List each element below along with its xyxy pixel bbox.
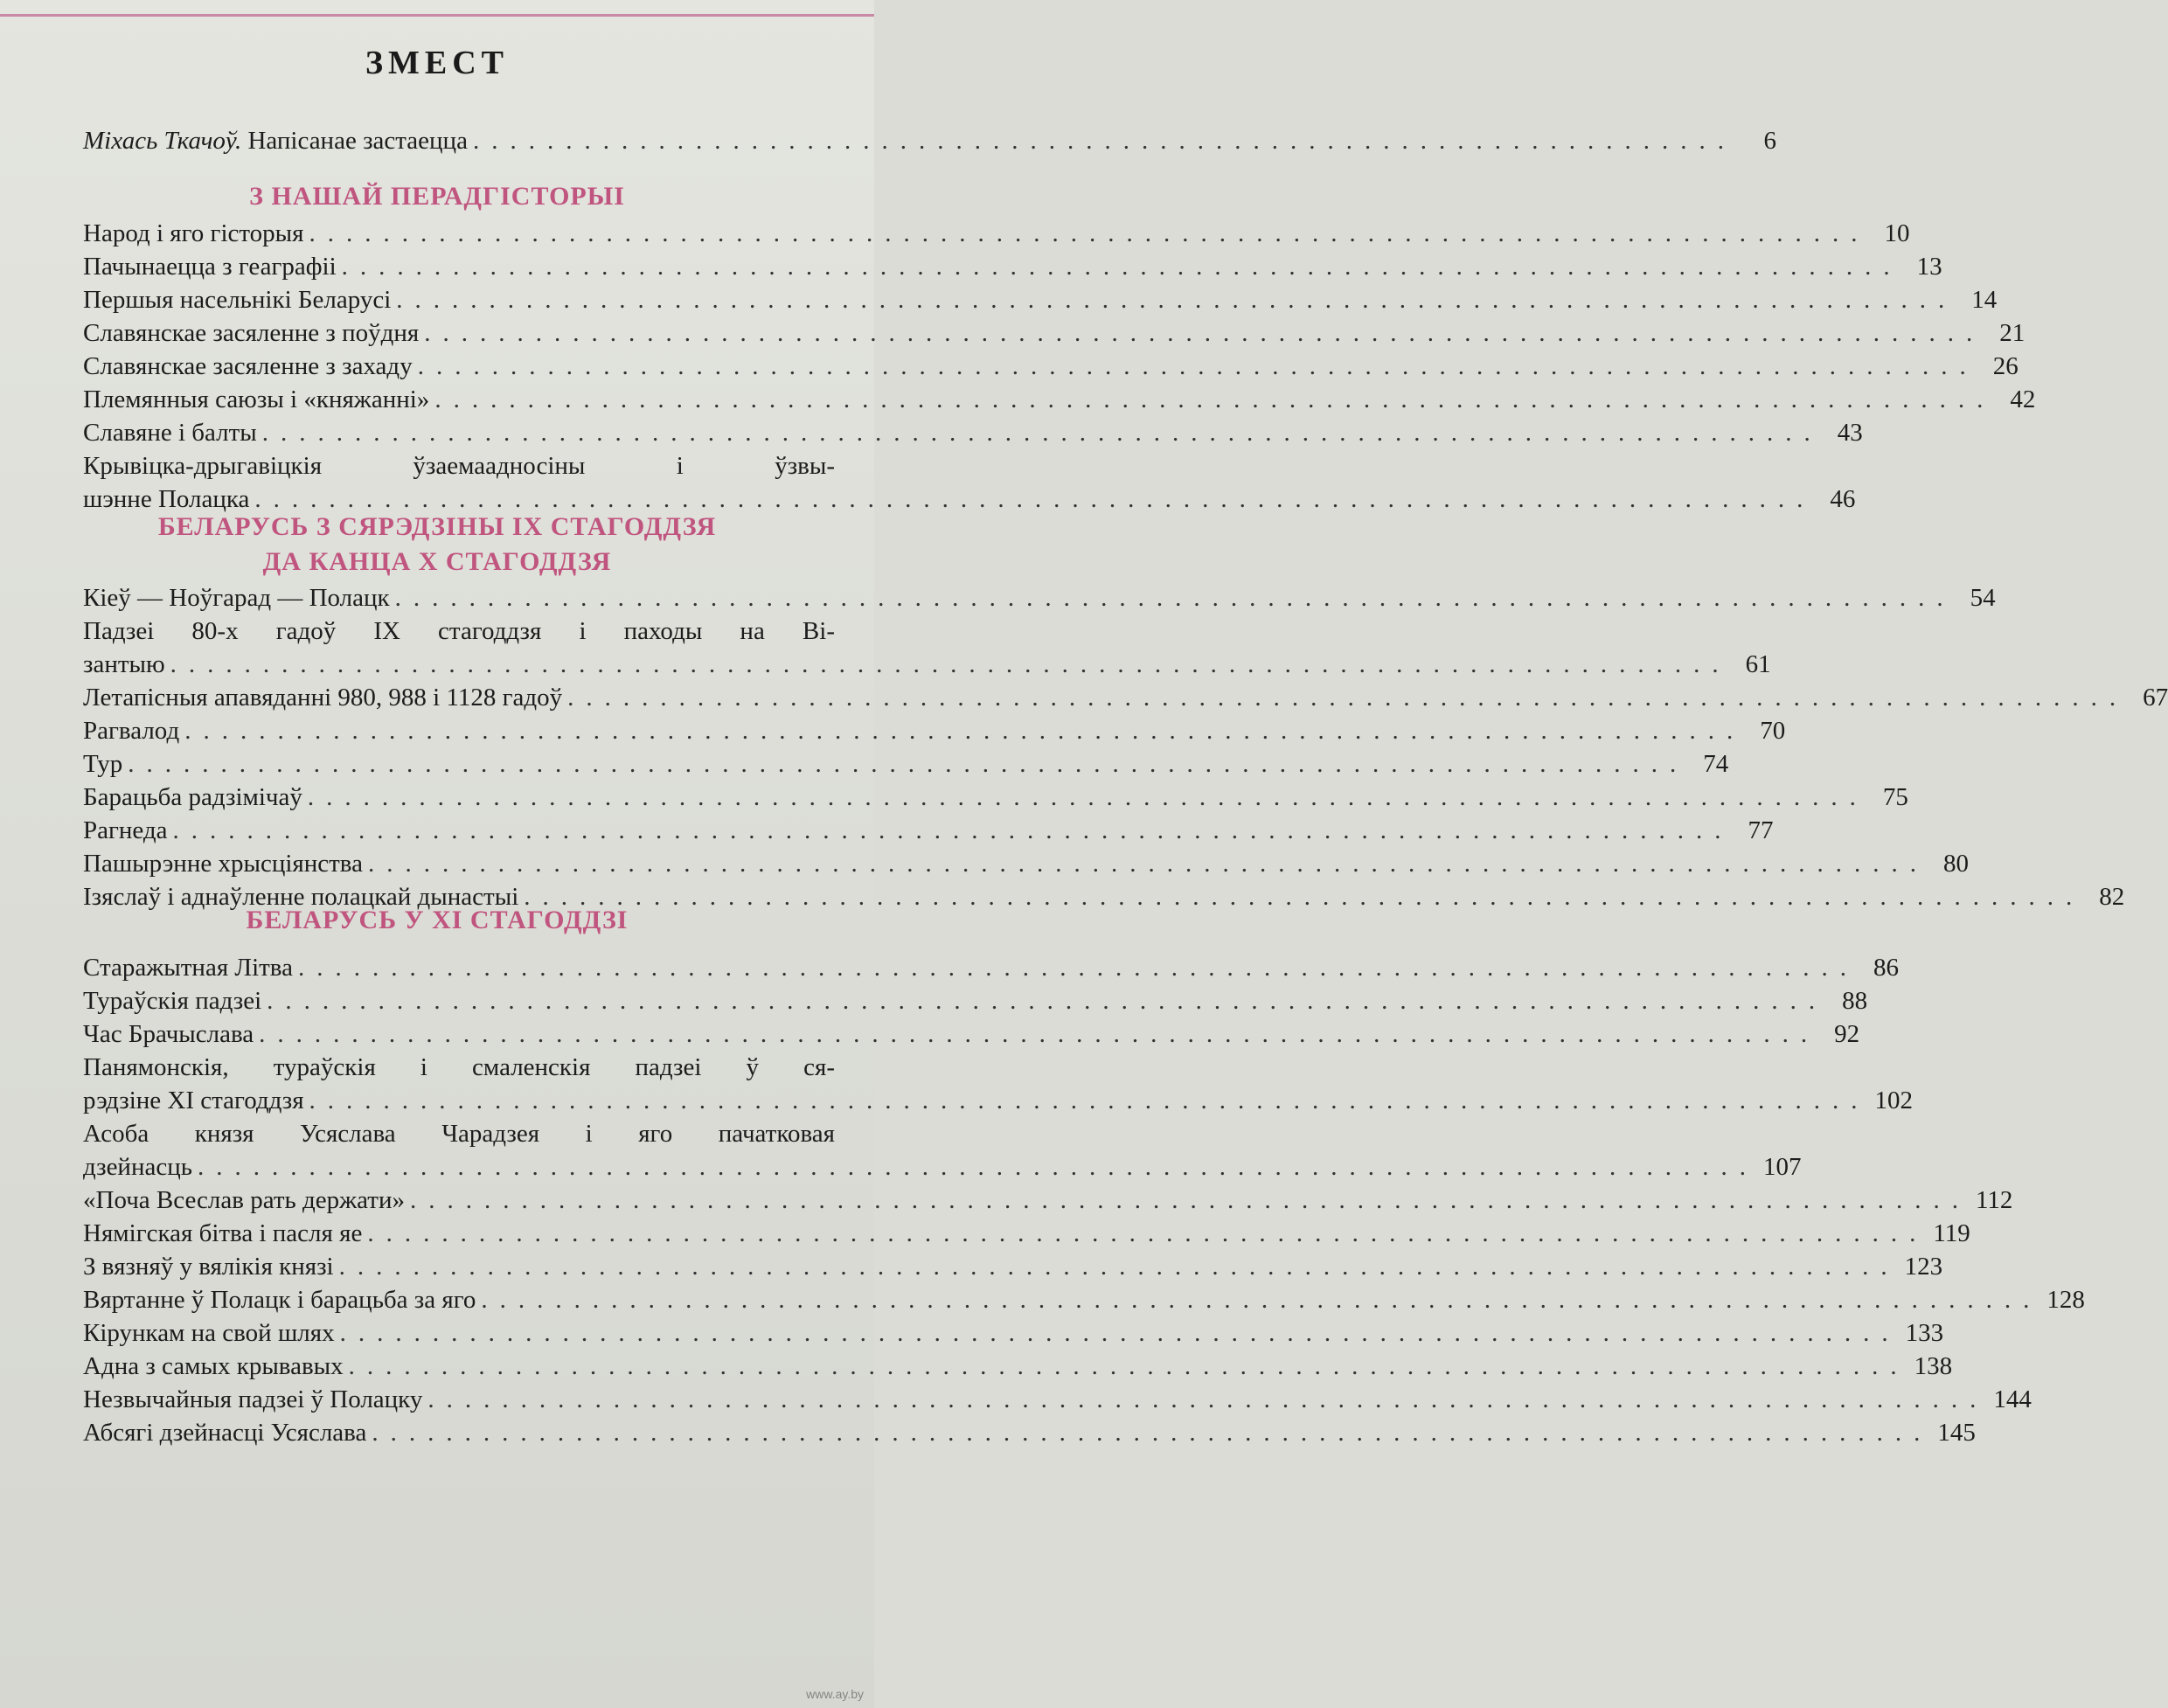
page-number: 112 (1975, 1186, 2013, 1214)
page-number: 144 (1993, 1385, 2032, 1413)
entry-title: Народ і яго гісторыя (83, 219, 304, 247)
toc-entry (83, 781, 1908, 814)
toc-entry (83, 250, 1942, 283)
entry-title: дзейнасць (83, 1153, 192, 1181)
page-number: 43 (1837, 419, 1863, 447)
entry-title: шэнне Полацка (83, 485, 250, 513)
toc-entry (83, 984, 1868, 1017)
entry-title: Першыя насельнікі Беларусі (83, 286, 392, 314)
toc-entry (83, 383, 2036, 416)
entry-title: Славяне і балты (83, 419, 257, 447)
toc-entry (83, 1250, 1943, 1283)
entry-title: Славянскае засяленне з захаду (83, 352, 413, 380)
entry-title: Племянныя саюзы і «княжанні» (83, 385, 430, 413)
page-number: 145 (1937, 1419, 1976, 1447)
page-number: 88 (1842, 987, 1868, 1015)
entry-title: Час Брачыслава (83, 1020, 254, 1048)
page-number: 70 (1760, 717, 1786, 745)
page-number: 54 (1970, 584, 1996, 612)
toc-entry (83, 1017, 1860, 1051)
leader-dots: .................................................................................... (261, 419, 1823, 447)
toc-entry (83, 1316, 1944, 1350)
leader-dots: .................................................................................... (567, 684, 2129, 712)
leader-dots: .................................................................................... (409, 1186, 1970, 1214)
section-heading-line: ДА КАНЦА X СТАГОДДЗЯ (262, 547, 612, 576)
leader-dots: .................................................................................... (367, 1219, 1928, 1247)
entry-title: Пачынаецца з геаграфіі (83, 253, 337, 281)
leader-dots: .................................................................................... (372, 1419, 1933, 1447)
entry-title: Напісанае застаецца (247, 127, 468, 155)
entry-title-line1: Падзеі 80-х гадоў IX стагоддзя і паходы на Ві- (83, 617, 835, 645)
leader-dots: .................................................................................... (394, 584, 1956, 612)
entry-title: Рагнеда (83, 816, 168, 844)
entry-title: Летапісныя апавяданні 980, 988 і 1128 гадоў (83, 684, 563, 712)
toc-entry (83, 416, 1863, 449)
leader-dots: .................................................................................... (128, 750, 1689, 778)
toc-entry (83, 1184, 2013, 1217)
page-number: 10 (1884, 219, 1910, 247)
page-number: 107 (1762, 1153, 1802, 1181)
leader-dots: .................................................................................... (184, 717, 1746, 745)
entry-title-line1: Крывіцка-дрыгавіцкія ўзаемаадносіны і ўзвы- (83, 452, 835, 480)
leader-dots: .................................................................................... (298, 954, 1859, 982)
leader-dots: .................................................................................... (197, 1153, 1758, 1181)
section-heading (0, 179, 874, 214)
entry-title-line1: Асоба князя Усяслава Чарадзея і яго пачатковая (83, 1120, 835, 1148)
toc-entry (83, 1383, 2032, 1416)
page-number: 77 (1748, 816, 1774, 844)
toc-entry (83, 1416, 1976, 1449)
section-heading (0, 903, 874, 938)
entry-title: Тураўскія падзеі (83, 987, 262, 1015)
page-number: 119 (1933, 1219, 1970, 1247)
leader-dots: .................................................................................... (259, 1020, 1820, 1048)
page-number: 61 (1745, 650, 1771, 678)
entry-title: З вязняў у вялікія князі (83, 1253, 334, 1281)
page-number: 13 (1916, 253, 1942, 281)
page-number: 6 (1763, 127, 1776, 155)
section-heading-line: БЕЛАРУСЬ З СЯРЭДЗІНЫ IX СТАГОДДЗЯ (157, 512, 717, 541)
page-number: 67 (2143, 684, 2168, 712)
entry-title: «Поча Всеслав рать держати» (83, 1186, 405, 1214)
toc-entry (83, 1350, 1953, 1383)
section-heading (0, 510, 874, 580)
toc-entry (83, 316, 2026, 350)
toc-entry (83, 1051, 1914, 1117)
toc-entry (83, 1217, 1970, 1250)
leader-dots: .................................................................................... (424, 319, 1985, 347)
top-rule (0, 14, 874, 17)
leader-dots: .................................................................................... (170, 650, 1731, 678)
section-heading-line: З НАШАЙ ПЕРАДГІСТОРЫІ (249, 182, 625, 211)
entry-title: Пашырэнне хрысціянства (83, 850, 363, 878)
leader-dots: .................................................................................... (481, 1286, 2042, 1314)
page-number: 46 (1830, 485, 1856, 513)
page-number: 82 (2099, 883, 2125, 911)
entry-title: Кірункам на свой шлях (83, 1319, 335, 1347)
toc-entry (83, 449, 1856, 516)
entry-title: Абсягі дзейнасці Усяслава (83, 1419, 367, 1447)
toc-entry (83, 847, 1969, 880)
toc-entry (83, 350, 2019, 383)
entry-title: Славянскае засяленне з поўдня (83, 319, 420, 347)
page-number: 133 (1905, 1319, 1944, 1347)
leader-dots: .................................................................................... (341, 253, 1902, 281)
leader-dots: .................................................................................... (309, 1087, 1870, 1114)
entry-title: Кіеў — Ноўгарад — Полацк (83, 584, 390, 612)
toc-entry (83, 1283, 2085, 1316)
leader-dots: .................................................................................... (396, 286, 1957, 314)
page-number: 75 (1882, 783, 1908, 811)
entry-title: рэдзіне XI стагоддзя (83, 1087, 304, 1114)
leader-dots: .................................................................................... (338, 1253, 1900, 1281)
toc-entry (83, 283, 1998, 316)
leader-dots: .................................................................................... (267, 987, 1828, 1015)
entry-title-line1: Панямонскія, тураўскія і смаленскія падзеі ў ся- (83, 1053, 835, 1081)
page-title: ЗМЕСТ (365, 45, 510, 81)
toc-entry (83, 814, 1774, 847)
watermark: www.ay.by (806, 1687, 864, 1701)
entry-title: Ізяслаў і аднаўленне полацкай дынастыі (83, 883, 519, 911)
toc-entry (83, 614, 1771, 681)
toc-entry (83, 124, 1776, 157)
leader-dots: .................................................................................... (348, 1352, 1909, 1380)
toc-entry (83, 217, 1910, 250)
leader-dots: .................................................................................... (434, 385, 1996, 413)
page-number: 26 (1992, 352, 2019, 380)
leader-dots: .................................................................................... (307, 783, 1868, 811)
toc-entry (83, 747, 1729, 781)
page-number: 42 (2010, 385, 2036, 413)
section-heading-line: БЕЛАРУСЬ У XI СТАГОДДЗІ (246, 906, 629, 934)
toc-entry (83, 681, 2168, 714)
page-number: 102 (1874, 1087, 1914, 1114)
page-number: 21 (1999, 319, 2026, 347)
leader-dots: .................................................................................... (427, 1385, 1989, 1413)
page-number: 128 (2046, 1286, 2085, 1314)
page-number: 92 (1834, 1020, 1860, 1048)
entry-title: Незвычайныя падзеі ў Полацку (83, 1385, 423, 1413)
leader-dots: .................................................................................... (309, 219, 1870, 247)
page-number: 86 (1873, 954, 1899, 982)
leader-dots: .................................................................................... (254, 485, 1816, 513)
entry-title: Рагвалод (83, 717, 180, 745)
page-number: 123 (1904, 1253, 1943, 1281)
page-number: 80 (1942, 850, 1969, 878)
entry-title: Вяртанне ў Полацк і барацьба за яго (83, 1286, 476, 1314)
leader-dots: .................................................................................... (417, 352, 1978, 380)
leader-dots: .................................................................................... (367, 850, 1928, 878)
leader-dots: .................................................................................... (524, 883, 2085, 911)
entry-title: Нямігская бітва і пасля яе (83, 1219, 363, 1247)
toc-entry (83, 581, 1996, 614)
leader-dots: .................................................................................... (172, 816, 1734, 844)
toc-entry (83, 714, 1786, 747)
leader-dots: .................................................................... (472, 127, 1736, 155)
toc-entry (83, 1117, 1802, 1184)
entry-title: Старажытная Літва (83, 954, 293, 982)
author-name: Міхась Ткачоў. (83, 127, 242, 155)
page-number: 138 (1914, 1352, 1953, 1380)
entry-title: Адна з самых крывавых (83, 1352, 344, 1380)
page-number: 74 (1703, 750, 1729, 778)
entry-title: Барацьба радзімічаў (83, 783, 302, 811)
entry-title: зантыю (83, 650, 165, 678)
page-number: 14 (1971, 286, 1998, 314)
entry-title: Тур (83, 750, 123, 778)
leader-dots: .................................................................................... (339, 1319, 1900, 1347)
toc-entry (83, 951, 1899, 984)
